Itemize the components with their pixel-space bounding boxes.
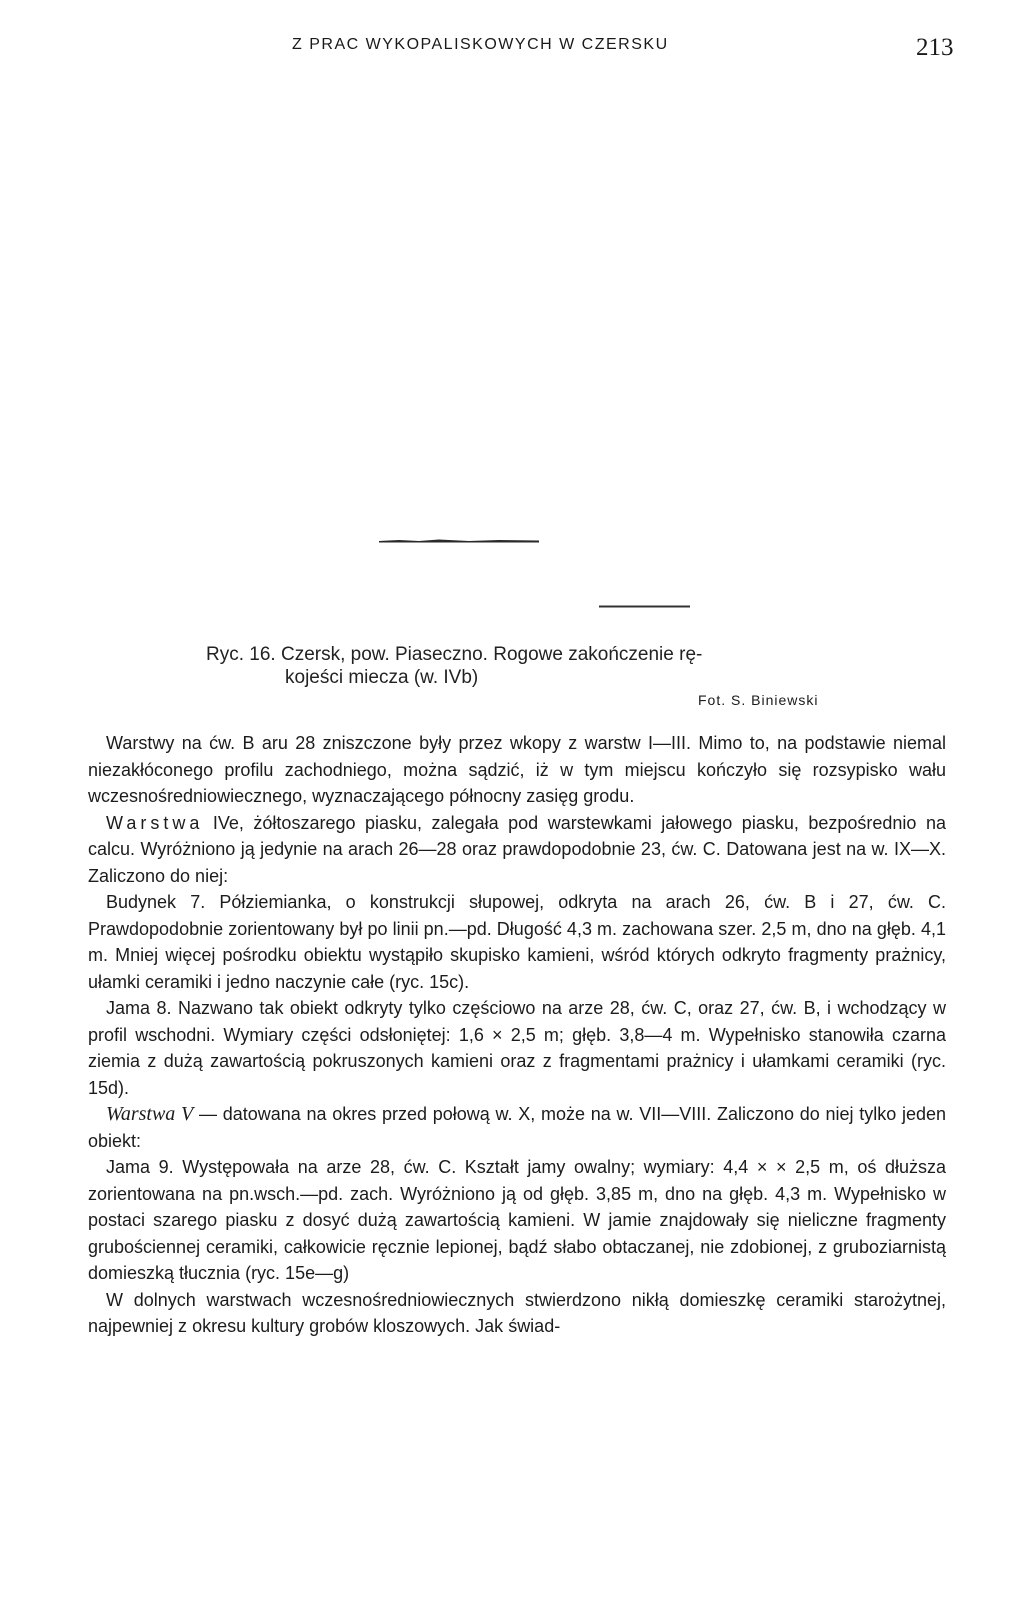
paragraph-2	[88, 810, 946, 890]
page-header	[0, 30, 1024, 70]
running-head: Z PRAC WYKOPALISKOWYCH W CZERSKU	[292, 36, 669, 53]
paragraph-4: Jama 8. Nazwano tak obiekt odkryty tylko częściowo na arze 28, ćw. C, oraz 27, ćw. B, i wchodzący w profil wschodni. Wymiary części odsłoniętej: 1,6 × 2,5 m; głęb. 3,8—4 m. Wypełnisko stanowiła czarna ziemia z dużą zawartością pokruszonych kamieni oraz z fragmentami prażnicy i ułamkami ceramiki (ryc. 15d).	[88, 998, 946, 1098]
caption-line-1: Ryc. 16. Czersk, pow. Piaseczno. Rogowe zakończenie rę-	[206, 644, 703, 665]
figure-image	[379, 538, 699, 610]
figure-fragment-lower	[599, 605, 690, 608]
paragraph-5	[88, 1101, 946, 1154]
paragraph-5-lead: Warstwa V	[106, 1103, 194, 1125]
caption-line-2: kojeści miecza (w. IVb)	[285, 667, 479, 688]
paragraph-3: Budynek 7. Półziemianka, o konstrukcji słupowej, odkryta na arach 26, ćw. B i 27, ćw. C. Prawdopodobnie zorientowany był po linii pn.—pd. Długość 4,3 m. zachowana szer. 2,5 m, dno na głęb. 4,1 m. Mniej więcej pośrodku obiektu wystąpiło skupisko kamieni, wśród których odkryto fragmenty prażnicy, ułamki ceramiki i jedno naczynie całe (ryc. 15c).	[88, 892, 946, 992]
paragraph-7: W dolnych warstwach wczesnośredniowiecznych stwierdzono nikłą domieszkę ceramiki starożytnej, najpewniej z okresu kultury grobów kloszowych. Jak świad-	[88, 1289, 946, 1336]
paragraph-6: Jama 9. Występowała na arze 28, ćw. C. Kształt jamy owalny; wymiary: 4,4 × × 2,5 m, oś dłuższa zorientowana na pn.wsch.—pd. zach. Wyróżniono ją od głęb. 3,85 m, dno na głęb. 4,3 m. Wypełnisko w postaci szarego piasku z dosyć dużą zawartością kamieni. W jamie znajdowały się nieliczne fragmenty grubościennej ceramiki, całkowicie ręcznie lepionej, bądź słabo obtaczanej, nie zdobionej, z gruboziarnistą domieszką tłucznia (ryc. 15e—g)	[88, 1157, 946, 1283]
figure-fragment-upper	[379, 538, 539, 543]
page-number: 213	[916, 34, 954, 61]
photo-credit: Fot. S. Biniewski	[698, 692, 819, 708]
paragraph-5-text: — datowana na okres przed połową w. X, może na w. VII—VIII. Zaliczono do niej tylko jeden obiekt:	[88, 1104, 946, 1151]
paragraph-2-text: IVe, żółtoszarego piasku, zalegała pod warstewkami jałowego piasku, bezpośrednio na calcu. Wyróżniono ją jedynie na arach 26—28 oraz prawdopodobnie 23, ćw. C. Datowana jest na w. IX—X. Zaliczono do niej:	[88, 812, 946, 886]
body-text	[88, 730, 946, 1340]
paragraph-2-lead: Warstwa	[106, 812, 204, 833]
paragraph-1: Warstwy na ćw. B aru 28 zniszczone były przez wkopy z warstw I—III. Mimo to, na podstawie niemal niezakłóconego profilu zachodniego, można sądzić, iż w tym miejscu kończyło się rozsypisko wału wczesnośredniowiecznego, wyznaczającego północny zasięg grodu.	[88, 733, 946, 806]
